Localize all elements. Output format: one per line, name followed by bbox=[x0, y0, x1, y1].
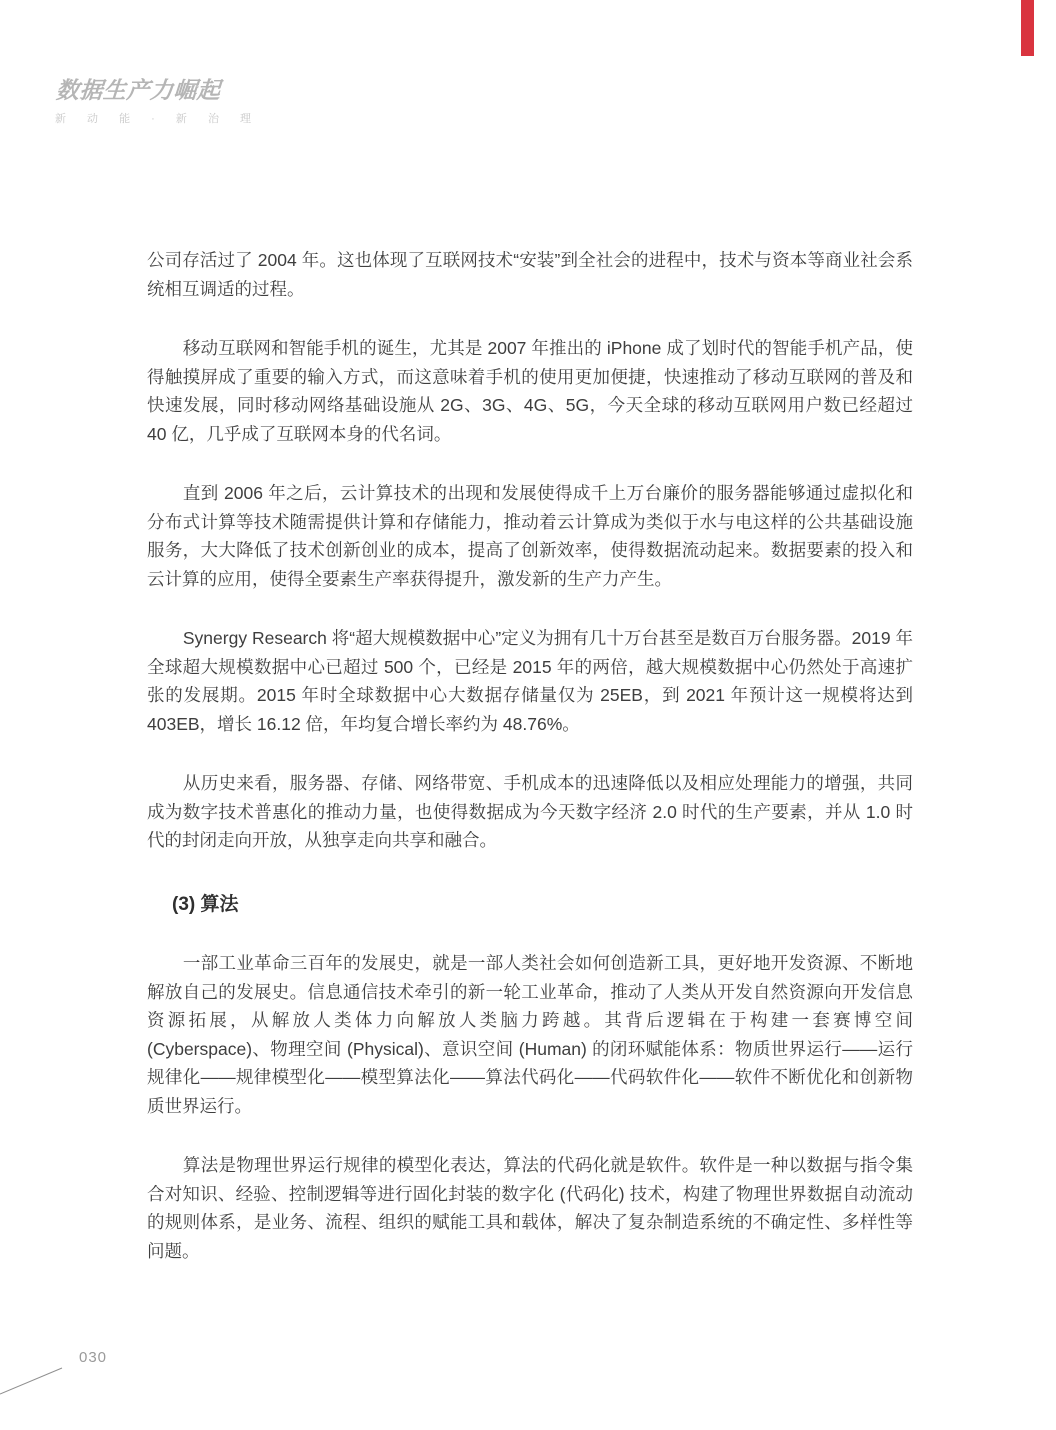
chapter-tab-marker bbox=[1021, 0, 1034, 56]
paragraph-industrial-revolution: 一部工业革命三百年的发展史，就是一部人类社会如何创造新工具，更好地开发资源、不断地解放自己的发展史。信息通信技术牵引的新一轮工业革命，推动了人类从开发自然资源向开发信息资源拓展，从解放人类体力向解放人类脑力跨越。其背后逻辑在于构建一套赛博空间 (Cyberspace)、物理空间 (Physical)、意识空间 (Human) 的闭环赋能体系：物质世界运行——运行规律化——规律模型化——模型算法化——算法代码化——代码软件化——软件不断优化和创新物质世界运行。 bbox=[147, 953, 913, 1116]
page-number: 030 bbox=[79, 1349, 108, 1366]
paragraph-mobile-internet: 移动互联网和智能手机的诞生，尤其是 2007 年推出的 iPhone 成了划时代的智能手机产品，使得触摸屏成了重要的输入方式，而这意味着手机的使用更加便捷，快速推动了移动互联网的普及和快速发展，同时移动网络基础设施从 2G、3G、4G、5G，今天全球的移动互联网用户数已经超过 40 亿，几乎成了互联网本身的代名词。 bbox=[147, 338, 913, 444]
page-number-rule-line bbox=[0, 1360, 70, 1402]
page-body-text bbox=[147, 246, 913, 1296]
paragraph-cloud-computing: 直到 2006 年之后，云计算技术的出现和发展使得成千上万台廉价的服务器能够通过虚拟化和分布式计算等技术随需提供计算和存储能力，推动着云计算成为类似于水与电这样的公共基础设施服务，大大降低了技术创新创业的成本，提高了创新效率，使得数据流动起来。数据要素的投入和云计算的应用，使得全要素生产率获得提升，激发新的生产力产生。 bbox=[147, 483, 913, 589]
book-logo-title: 数据生产力崛起 bbox=[55, 77, 222, 103]
book-logo-subtitle: 新 动 能 · 新 治 理 bbox=[55, 113, 260, 125]
paragraph-datacenter: Synergy Research 将“超大规模数据中心”定义为拥有几十万台甚至是数百万台服务器。2019 年全球超大规模数据中心已超过 500 个，已经是 2015 年的两倍，越大规模数据中心仍然处于高速扩张的发展期。2015 年时全球数据中心大数据存储量仅为 25EB，到 2021 年预计这一规模将达到 403EB，增长 16.12 倍，年均复合增长率约为 48.76%。 bbox=[147, 628, 913, 734]
paragraph-history: 从历史来看，服务器、存储、网络带宽、手机成本的迅速降低以及相应处理能力的增强，共同成为数字技术普惠化的推动力量，也使得数据成为今天数字经济 2.0 时代的生产要素，并从 1.0 时代的封闭走向开放，从独享走向共享和融合。 bbox=[147, 773, 913, 850]
paragraph-continuation: 公司存活过了 2004 年。这也体现了互联网技术“安装”到全社会的进程中，技术与资本等商业社会系统相互调适的过程。 bbox=[147, 250, 913, 299]
page-header-logo bbox=[55, 72, 260, 126]
paragraph-algorithm-software: 算法是物理世界运行规律的模型化表达，算法的代码化就是软件。软件是一种以数据与指令集合对知识、经验、控制逻辑等进行固化封装的数字化 (代码化) 技术，构建了物理世界数据自动流动的规则体系，是业务、流程、组织的赋能工具和载体，解决了复杂制造系统的不确定性、多样性等问题。 bbox=[147, 1155, 913, 1261]
section-heading-algorithm: (3) 算法 bbox=[172, 893, 239, 915]
